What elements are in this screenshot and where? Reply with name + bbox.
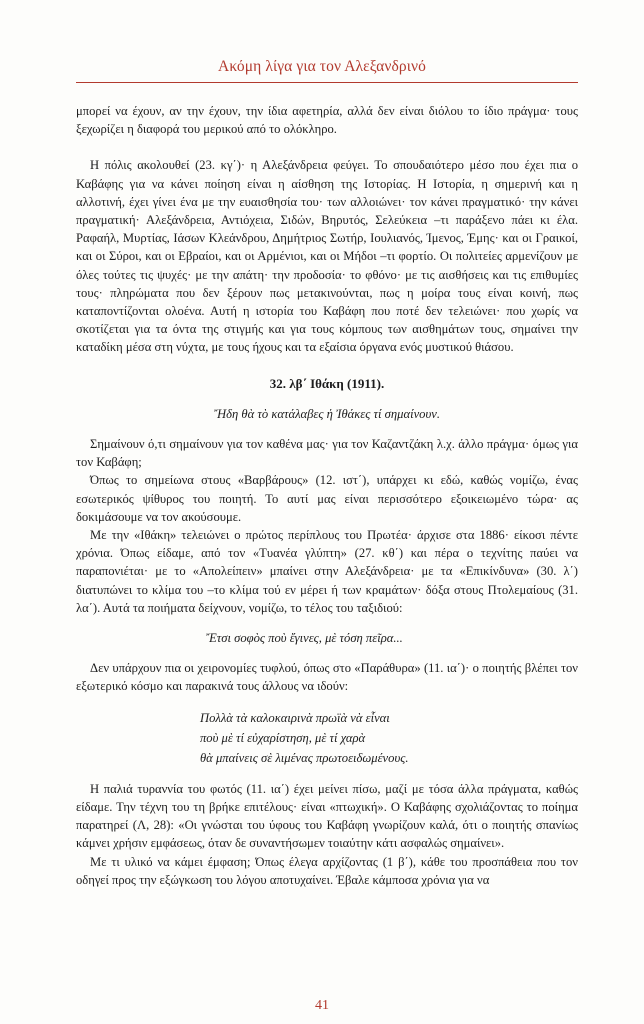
running-head-rule: [76, 82, 578, 83]
epigraph-quote: Ἤδη θὰ τὸ κατάλαβες ἡ Ἰθάκες τί σημαίνουν.: [214, 406, 440, 421]
poem-line: ποὺ μὲ τί εὐχαρίστηση, μὲ τί χαρὰ: [200, 730, 366, 745]
paragraph-continued: μπορεί να έχουν, αν την έχουν, την ίδια αφετηρία, αλλά δεν είναι διόλου το ίδιο πράγμα· τους ξεχωρίζει η διαφορά του μερικού από το ολόκληρο.: [76, 104, 578, 137]
paragraph-history: Η πόλις ακολουθεί (23. κγ΄)· η Αλεξάνδρεια φεύγει. Το σπουδαιότερο μέσο που έχει πια ο Καβάφης για να κάνει ποίηση είναι η αίσθηση της Ιστορίας. Η Ιστορία, η σημερινή και η αλλοτινή, έχει γίνει ένα με την ευαισθησία του· των αλλοιώνει· τον κάνει πραγματικό· την κάνει πραγματική· Αλεξάνδρεια, Αντιόχεια, Σιδών, Βηρυτός, Σελεύκεια –τι παράξενο πάει κι έλα. Ραφαήλ, Μυρτίας, Ιάσων Κλεάνδρου, Δημήτριος Σωτήρ, Ιουλιανός, Ίμενος, Έμης· και οι Γραικοί, και οι Σύροι, και οι Εβραίοι, και οι Αρμένιοι, και οι Μήδοι –τι φορτίο. Οι πολιτείες αρμενίζουν με όλες τούτες τις ψυχές· με την απάτη· την προδοσία· το φθόνο· με τις αισθήσεις και τις επιθυμίες τους· πληρώματα που δεν ξέρουν πως μετακινούνται, πως η μοίρα τους είναι κοινή, πως καταποντίζονται ολοένα. Αυτή η ιστορία του Καβάφη που ποτέ δεν τελειώνει· που χωρίς να σκοτίζεται για τα όντα της στιγμής και για τους κόμπους των αισθημάτων τους, σημαίνει την καταδίκη μέσα στη νύχτα, με τους ήχους και τα εξαίσια όργανα ενός μυστικού θιάσου.: [76, 158, 578, 355]
paragraph-barbarians: Όπως το σημείωνα στους «Βαρβάρους» (12. ιστ΄), υπάρχει κι εδώ, καθώς νομίζω, ένας εσωτερικός ψίθυρος του ποιητή. Το αυτί μας είναι περισσότερο εξοικειωμένο τώρα· ας δοκιμάσουμε να τον ακούσουμε.: [76, 473, 578, 524]
paragraph-tyranny: Η παλιά τυραννία του φωτός (11. ια΄) έχει μείνει πίσω, μαζί με τόσα άλλα πράγματα, καθώς είδαμε. Την τέχνη του τη βρήκε επιτέλους· είναι «πτωχική». Ο Καβάφης σχολιάζοντας το ποίημα παρατηρεί (Λ, 28): «Οι γνώσται του ύφους του Καβάφη γνωρίζουν καλά, ότι ο ποιητής σπανίως κάμνει χρήσιν εμφάσεως, όταν δε συναντήσωμεν τοιαύτην κάτι ασφαλώς σημαίνει».: [76, 781, 578, 851]
poem-line: θὰ μπαίνεις σὲ λιμένας πρωτοειδωμένους.: [200, 750, 409, 765]
paragraph-windows: Δεν υπάρχουν πια οι χειρονομίες τυφλού, όπως στο «Παράθυρα» (11. ια΄)· ο ποιητής βλέπει τον εξωτερικό κόσμο και παρακινά τους άλλους να ιδούν:: [76, 661, 578, 694]
running-head: Ακόμη λίγα για τον Αλεξανδρινό: [218, 58, 426, 75]
page-number: 41: [315, 998, 329, 1013]
paragraph-ithaca: Με την «Ιθάκη» τελειώνει ο πρώτος περίπλους του Πρωτέα· άρχισε στα 1886· είκοσι πέντε χρόνια. Όπως είδαμε, από τον «Τυανέα γλύπτη» (27. κθ΄) και πέρα ο τεχνίτης παύει να παραπονιέται· με το «Απολείπειν» μπαίνει στην Αλεξάνδρεια· με τα «Επικίνδυνα» (30. λ΄) διατυπώνει το κλίμα του –το κλίμα τού εν μέρει ή των κραμάτων· δόξα στους Πτολεμαίους (31. λα΄). Αυτά τα ποιήματα δείχνουν, νομίζω, το τέλος του ταξιδιού:: [76, 528, 578, 615]
poem-line: Πολλὰ τὰ καλοκαιρινὰ πρωϊὰ νὰ εἶναι: [200, 710, 390, 725]
section-title: 32. λβ΄ Ιθάκη (1911).: [269, 375, 385, 391]
paragraph-meaning: Σημαίνουν ό,τι σημαίνουν για τον καθένα μας· για τον Καζαντζάκη λ.χ. άλλο πράγμα· όμως για τον Καβάφη;: [76, 437, 578, 470]
quote-wise: Ἔτσι σοφὸς ποὺ ἔγινες, μὲ τόση πεῖρα...: [206, 631, 403, 646]
poem-excerpt: [76, 708, 578, 768]
page-body: [76, 102, 578, 889]
paragraph-emphasis: Με τι υλικό να κάμει έμφαση; Όπως έλεγα αρχίζοντας (1 β΄), κάθε του προσπάθεια που τον οδηγεί προς την εξώγκωση του λόγου αποτυχαίνει. Έβαλε κάμποσα χρόνια για να: [76, 854, 578, 887]
